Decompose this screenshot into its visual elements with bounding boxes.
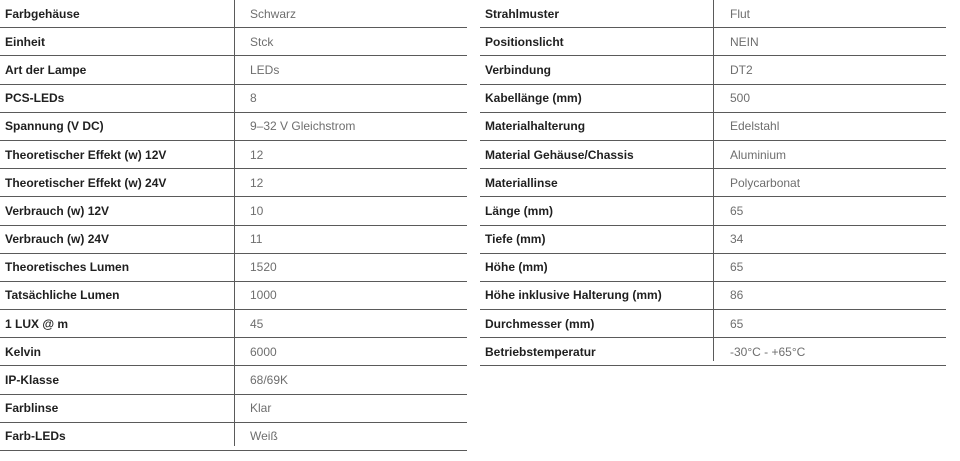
spec-label: PCS-LEDs xyxy=(5,91,65,106)
spec-value: LEDs xyxy=(250,62,280,77)
spec-label: IP-Klasse xyxy=(5,373,60,388)
spec-label: Verbrauch (w) 24V xyxy=(5,232,110,247)
spec-label: Farblinse xyxy=(5,401,59,416)
spec-value: 1520 xyxy=(250,260,277,275)
table-row xyxy=(0,338,467,366)
spec-value: 68/69K xyxy=(250,373,289,388)
spec-label: Art der Lampe xyxy=(5,62,87,77)
spec-label: Theoretisches Lumen xyxy=(5,260,130,275)
spec-value: 500 xyxy=(730,91,751,106)
table-row xyxy=(480,113,946,141)
spec-value: 10 xyxy=(250,203,264,218)
table-row xyxy=(480,28,946,56)
table-row xyxy=(0,423,467,451)
spec-label: Tiefe (mm) xyxy=(485,232,546,247)
table-row xyxy=(0,113,467,141)
spec-label: Kelvin xyxy=(5,344,42,359)
table-row xyxy=(0,197,467,225)
spec-value: 6000 xyxy=(250,344,277,359)
spec-value: NEIN xyxy=(730,34,759,49)
spec-value: 45 xyxy=(250,316,264,331)
spec-table-left xyxy=(0,0,467,451)
spec-label: Materiallinse xyxy=(485,175,558,190)
table-row xyxy=(480,254,946,282)
spec-value: 11 xyxy=(250,232,263,247)
spec-label: Farbgehäuse xyxy=(5,6,80,21)
table-row xyxy=(480,226,946,254)
spec-value: 12 xyxy=(250,175,264,190)
spec-value: 86 xyxy=(730,288,744,303)
spec-value: 34 xyxy=(730,232,744,247)
spec-value: Klar xyxy=(250,401,272,416)
table-row xyxy=(480,282,946,310)
spec-label: Kabellänge (mm) xyxy=(485,91,582,106)
table-row xyxy=(480,338,946,366)
spec-value: -30°C - +65°C xyxy=(730,344,806,359)
spec-table-right xyxy=(480,0,946,366)
table-row xyxy=(0,56,467,84)
table-row xyxy=(480,169,946,197)
table-row xyxy=(0,0,467,28)
table-row xyxy=(0,310,467,338)
spec-value: Schwarz xyxy=(250,6,297,21)
spec-label: Material Gehäuse/Chassis xyxy=(485,147,634,162)
spec-value: DT2 xyxy=(730,62,753,77)
table-row xyxy=(480,141,946,169)
spec-value: 65 xyxy=(730,260,744,275)
spec-label: Strahlmuster xyxy=(485,6,560,21)
table-row xyxy=(480,85,946,113)
spec-value: Stck xyxy=(250,34,274,49)
table-row xyxy=(0,366,467,394)
spec-label: Einheit xyxy=(5,34,46,49)
spec-label: Farb-LEDs xyxy=(5,429,66,444)
table-row xyxy=(0,395,467,423)
table-row xyxy=(0,254,467,282)
spec-label: Verbindung xyxy=(485,62,551,77)
table-row xyxy=(0,282,467,310)
spec-value: Aluminium xyxy=(730,147,787,162)
spec-value: 12 xyxy=(250,147,264,162)
table-row xyxy=(480,197,946,225)
spec-value: Weiß xyxy=(250,429,278,444)
table-row xyxy=(0,141,467,169)
table-row xyxy=(480,310,946,338)
spec-label: Höhe (mm) xyxy=(485,260,548,275)
spec-label: Verbrauch (w) 12V xyxy=(5,203,110,218)
spec-label: Höhe inklusive Halterung (mm) xyxy=(485,288,662,303)
spec-label: Theoretischer Effekt (w) 24V xyxy=(5,175,167,190)
spec-value: 1000 xyxy=(250,288,277,303)
spec-value: 9–32 V Gleichstrom xyxy=(250,119,356,134)
spec-value: 65 xyxy=(730,203,744,218)
spec-value: Flut xyxy=(730,6,751,21)
spec-label: Betriebstemperatur xyxy=(485,344,596,359)
spec-label: Materialhalterung xyxy=(485,119,586,134)
table-row xyxy=(0,169,467,197)
spec-label: Positionslicht xyxy=(485,34,564,49)
spec-label: Spannung (V DC) xyxy=(5,119,104,134)
spec-value: 65 xyxy=(730,316,744,331)
spec-label: Durchmesser (mm) xyxy=(485,316,595,331)
table-row xyxy=(0,28,467,56)
table-row xyxy=(0,85,467,113)
spec-label: Theoretischer Effekt (w) 12V xyxy=(5,147,167,162)
spec-label: Tatsächliche Lumen xyxy=(5,288,120,303)
spec-value: Polycarbonat xyxy=(730,175,801,190)
spec-label: Länge (mm) xyxy=(485,203,554,218)
spec-value: 8 xyxy=(250,91,257,106)
table-row xyxy=(480,0,946,28)
spec-label: 1 LUX @ m xyxy=(5,316,69,331)
spec-value: Edelstahl xyxy=(730,119,780,134)
table-row xyxy=(480,56,946,84)
table-row xyxy=(0,226,467,254)
